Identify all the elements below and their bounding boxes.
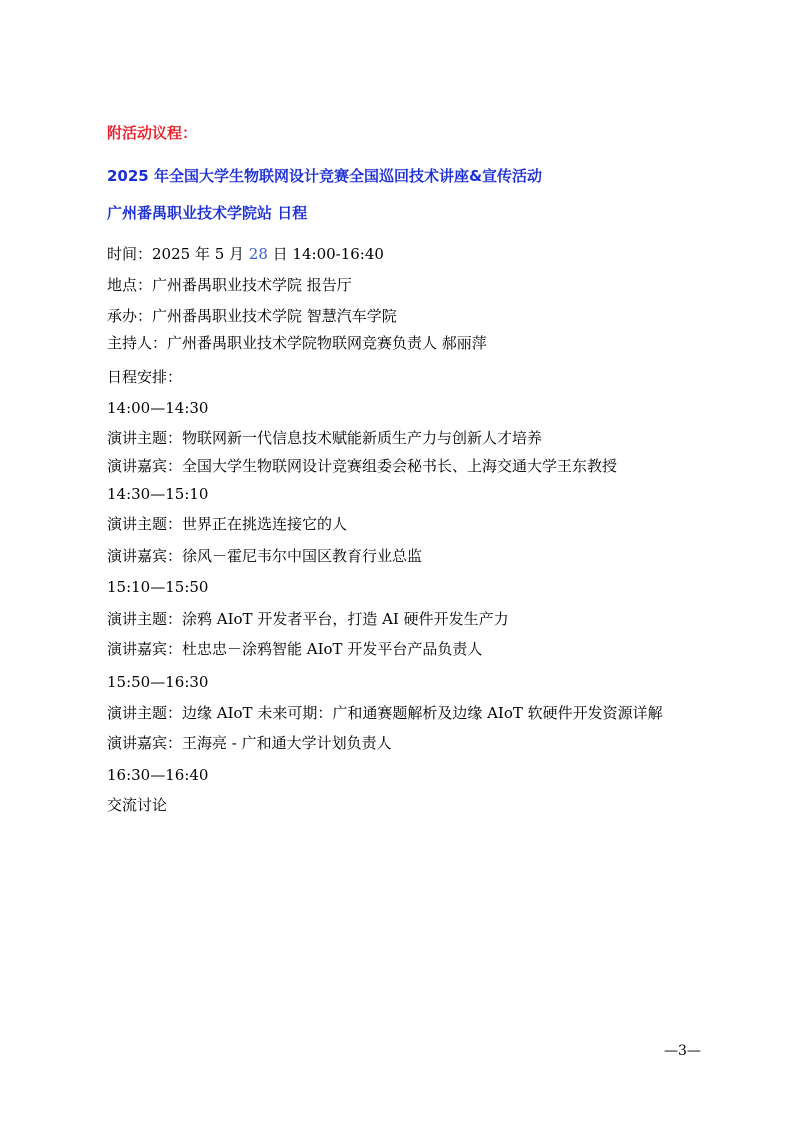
session-time: 15:50—16:30 <box>107 673 209 691</box>
session-topic: 演讲主题：涂鸦 AIoT 开发者平台，打造 AI 硬件开发生产力 <box>107 610 509 628</box>
host-line: 主持人：广州番禺职业技术学院物联网竞赛负责人 郝丽萍 <box>107 334 487 352</box>
page-number: —3— <box>664 1043 701 1059</box>
appendix-title: 附活动议程： <box>107 124 198 142</box>
session-time: 14:30—15:10 <box>107 485 209 503</box>
site-title: 广州番禺职业技术学院站 日程 <box>107 204 308 222</box>
event-title: 2025 年全国大学生物联网设计竞赛全国巡回技术讲座&宣传活动 <box>107 167 543 185</box>
session-speaker: 演讲嘉宾：王海亮 - 广和通大学计划负责人 <box>107 734 392 752</box>
session-time: 14:00—14:30 <box>107 399 209 417</box>
time-line <box>107 245 384 263</box>
location-line: 地点：广州番禺职业技术学院 报告厅 <box>107 276 352 294</box>
session-time: 16:30—16:40 <box>107 766 209 784</box>
organizer-line: 承办：广州番禺职业技术学院 智慧汽车学院 <box>107 307 397 325</box>
session-topic: 演讲主题：边缘 AIoT 未来可期：广和通赛题解析及边缘 AIoT 软硬件开发资源详解 <box>107 704 663 722</box>
time-prefix: 时间：2025 年 5 月 <box>107 245 249 263</box>
session-topic: 演讲主题：世界正在挑选连接它的人 <box>107 515 348 533</box>
time-suffix: 日 14:00-16:40 <box>267 245 384 263</box>
session-speaker: 演讲嘉宾：杜忠忠－涂鸦智能 AIoT 开发平台产品负责人 <box>107 640 483 658</box>
session-time: 15:10—15:50 <box>107 578 209 596</box>
time-day: 28 <box>248 245 268 263</box>
schedule-label: 日程安排： <box>107 368 183 386</box>
session-topic: 演讲主题：物联网新一代信息技术赋能新质生产力与创新人才培养 <box>107 429 543 447</box>
session-speaker: 演讲嘉宾：徐风－霍尼韦尔中国区教育行业总监 <box>107 547 423 565</box>
session-speaker: 演讲嘉宾：全国大学生物联网设计竞赛组委会秘书长、上海交通大学王东教授 <box>107 457 618 475</box>
session-topic: 交流讨论 <box>107 796 168 814</box>
